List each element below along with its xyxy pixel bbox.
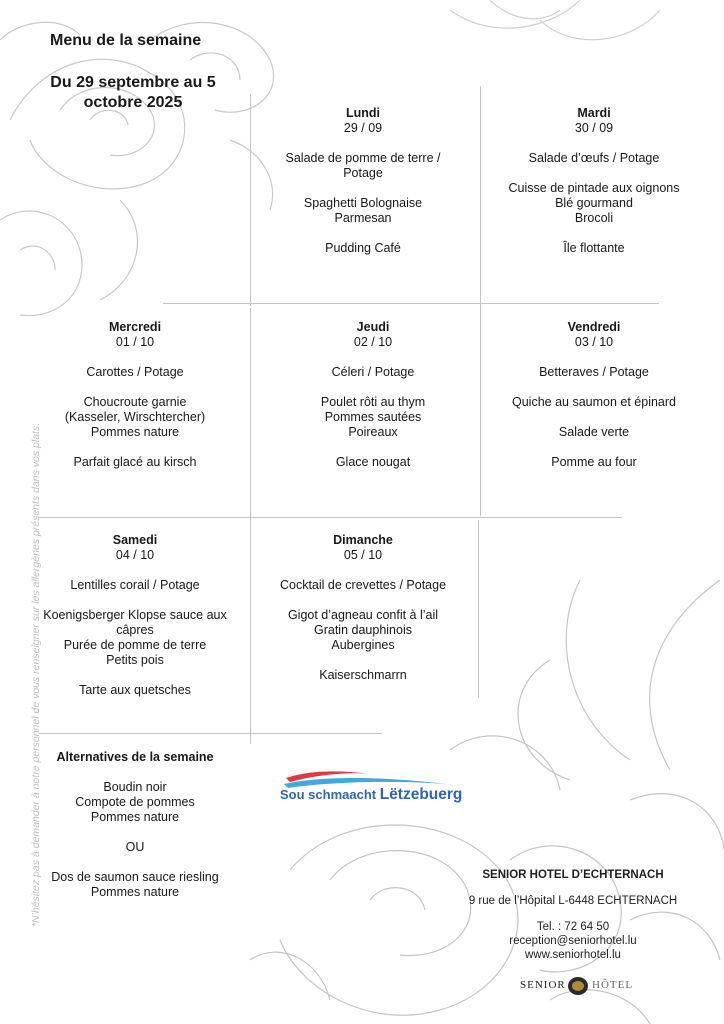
grid-line xyxy=(250,94,251,306)
grid-line xyxy=(480,86,481,516)
day-date: 02 / 10 xyxy=(353,335,393,349)
alternatives-title: Alternatives de la semaine xyxy=(56,750,214,764)
day-name: Lundi xyxy=(345,106,380,120)
allergen-note xyxy=(26,375,46,975)
day-date: 03 / 10 xyxy=(574,335,614,349)
day-name: Mercredi xyxy=(108,320,162,334)
hotel-phone: Tel. : 72 64 50 xyxy=(536,921,610,933)
dish: Cocktail de crevettes / Potage xyxy=(279,578,447,592)
dish: Koenigsberger Klopse sauce aux câpres Purée de pomme de terre Petits pois xyxy=(43,608,227,667)
menu-period-line1: Du 29 septembre au 5 xyxy=(50,74,216,91)
dish: Carottes / Potage xyxy=(86,365,184,379)
dish: Salade de pomme de terre / Potage xyxy=(285,151,441,180)
brand-right: HÔTEL xyxy=(592,979,634,991)
dish: Pomme au four xyxy=(551,455,637,469)
day-name: Vendredi xyxy=(567,320,621,334)
dish: Pudding Café xyxy=(325,241,401,255)
day-cell-dimanche xyxy=(258,533,468,698)
day-cell-lundi xyxy=(258,106,468,271)
brand-left: SENIOR xyxy=(520,979,566,991)
day-name: Jeudi xyxy=(356,320,390,334)
dish: Salade verte xyxy=(558,425,630,439)
sou-schmaacht-letzebuerg-logo xyxy=(280,768,463,810)
grid-line xyxy=(478,520,479,698)
hotel-address: 9 rue de l’Hôpital L-6448 ECHTERNACH xyxy=(468,895,678,907)
dish: Quiche au saumon et épinard xyxy=(512,395,676,409)
dish: Salade d’œufs / Potage xyxy=(528,151,660,165)
grid-line xyxy=(39,733,382,734)
dish: Tarte aux quetsches xyxy=(79,683,191,697)
dish: Gigot d’agneau confit à l’ail Gratin dauphinois Aubergines xyxy=(287,608,439,652)
dish: Parfait glacé au kirsch xyxy=(73,455,197,469)
hotel-emblem-icon xyxy=(567,976,589,996)
dish: Lentilles corail / Potage xyxy=(70,578,200,592)
logo-text xyxy=(280,786,462,804)
dish: Glace nougat xyxy=(335,455,411,469)
day-date: 30 / 09 xyxy=(574,121,614,135)
dish: Spaghetti Bolognaise Parmesan xyxy=(303,196,423,225)
hotel-contact-block xyxy=(455,868,691,962)
floral-decoration-top-left xyxy=(0,0,300,340)
day-cell-samedi xyxy=(30,533,240,713)
day-name: Dimanche xyxy=(333,533,393,547)
dish: Cuisse de pintade aux oignons Blé gourmand Brocoli xyxy=(508,181,680,225)
allergen-note-text: *N’hésitez pas à demander à notre personnel de vous renseigner sur les allergènes présents dans vos plats. xyxy=(30,422,42,928)
day-date: 05 / 10 xyxy=(343,548,383,562)
dish: Betteraves / Potage xyxy=(539,365,649,379)
day-name: Mardi xyxy=(577,106,611,120)
alternative-option-1: Boudin noir Compote de pommes Pommes nature xyxy=(75,780,195,824)
grid-line xyxy=(39,517,622,518)
menu-period-line2: octobre 2025 xyxy=(83,94,183,111)
page-title: Menu de la semaine xyxy=(50,32,202,49)
floral-decoration-top-right xyxy=(430,0,724,120)
senior-hotel-logo xyxy=(515,976,645,996)
logo-text-small: Sou schmaacht xyxy=(280,787,377,802)
alternatives-section xyxy=(30,750,240,915)
grid-line xyxy=(250,308,251,744)
alternatives-separator: OU xyxy=(125,840,145,854)
dish: Kaiserschmarrn xyxy=(319,668,407,682)
day-date: 01 / 10 xyxy=(115,335,155,349)
day-cell-jeudi xyxy=(268,320,478,485)
day-date: 29 / 09 xyxy=(343,121,383,135)
logo-text-big: Lëtzebuerg xyxy=(379,786,463,803)
dish: Choucroute garnie (Kasseler, Wirschtercher) Pommes nature xyxy=(64,395,206,439)
hotel-website: www.seniorhotel.lu xyxy=(525,949,621,961)
menu-period xyxy=(38,73,228,113)
grid-line xyxy=(163,303,659,304)
day-cell-mercredi xyxy=(30,320,240,485)
day-cell-vendredi xyxy=(489,320,699,485)
dish: Poulet rôti au thym Pommes sautées Poireaux xyxy=(320,395,426,439)
hotel-name: SENIOR HOTEL D’ECHTERNACH xyxy=(482,869,664,881)
day-date: 04 / 10 xyxy=(115,548,155,562)
day-cell-mardi xyxy=(489,106,699,271)
day-name: Samedi xyxy=(112,533,158,547)
alternative-option-2: Dos de saumon sauce riesling Pommes nature xyxy=(51,870,219,899)
hotel-email: reception@seniorhotel.lu xyxy=(509,935,637,947)
dish: Île flottante xyxy=(563,241,625,255)
dish: Céleri / Potage xyxy=(331,365,415,379)
